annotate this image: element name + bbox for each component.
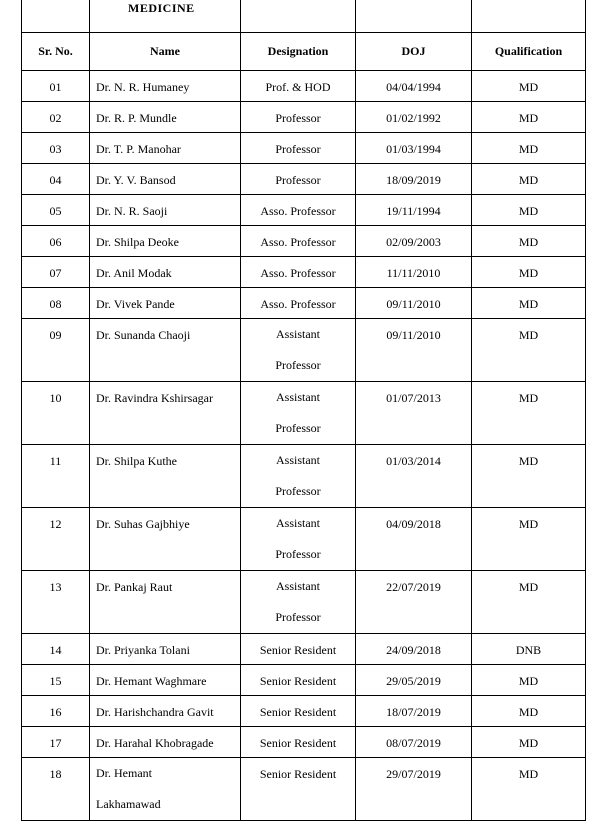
cell-sr-no xyxy=(22,727,90,758)
cell-qualification-text: MD xyxy=(518,705,539,719)
cell-sr-no xyxy=(22,164,90,195)
cell-doj-text: 01/07/2013 xyxy=(386,391,441,405)
cell-name-text: Dr. T. P. Manohar xyxy=(96,142,181,156)
cell-doj xyxy=(356,319,472,382)
table-row xyxy=(22,164,586,195)
cell-sr-no xyxy=(22,508,90,571)
cell-name xyxy=(90,71,241,102)
cell-sr-no xyxy=(22,257,90,288)
table-row xyxy=(22,665,586,696)
cell-designation-line1: Assistant xyxy=(275,327,320,341)
cell-designation-line2: Professor xyxy=(275,610,321,624)
cell-designation-line1: Assistant xyxy=(275,579,320,593)
cell-name xyxy=(90,133,241,164)
department-title: MEDICINE xyxy=(90,0,241,33)
cell-designation xyxy=(241,133,356,164)
cell-designation-line1: Assistant xyxy=(275,390,320,404)
cell-qualification-text: MD xyxy=(518,235,539,249)
cell-sr-no-text: 16 xyxy=(49,705,62,719)
cell-designation-line2: Professor xyxy=(275,358,321,372)
cell-doj xyxy=(356,226,472,257)
cell-name-text: Dr. Priyanka Tolani xyxy=(96,643,190,657)
cell-qualification-text: MD xyxy=(518,142,539,156)
cell-doj xyxy=(356,195,472,226)
cell-qualification-text: MD xyxy=(518,674,539,688)
cell-sr-no xyxy=(22,102,90,133)
cell-designation xyxy=(241,71,356,102)
table-row xyxy=(22,257,586,288)
cell-designation-line2: Professor xyxy=(275,484,321,498)
cell-name xyxy=(90,758,241,821)
cell-sr-no xyxy=(22,288,90,319)
cell-designation xyxy=(241,382,356,445)
cell-sr-no xyxy=(22,571,90,634)
cell-sr-no-text: 18 xyxy=(49,767,62,781)
cell-designation-text: Prof. & HOD xyxy=(265,80,331,94)
cell-sr-no xyxy=(22,133,90,164)
cell-qualification xyxy=(472,665,586,696)
table-row xyxy=(22,508,586,571)
cell-doj xyxy=(356,758,472,821)
cell-doj xyxy=(356,727,472,758)
cell-designation-text: Asso. Professor xyxy=(260,297,336,311)
header-qualification: Qualification xyxy=(472,33,586,71)
table-row xyxy=(22,634,586,665)
cell-qualification-text: MD xyxy=(518,767,539,781)
cell-doj-text: 01/03/1994 xyxy=(386,142,441,156)
cell-designation xyxy=(241,288,356,319)
cell-name-line2: Lakhamawad xyxy=(96,797,161,811)
cell-designation-text: Professor xyxy=(275,173,321,187)
cell-name xyxy=(90,382,241,445)
cell-qualification-text: MD xyxy=(518,111,539,125)
cell-doj-text: 08/07/2019 xyxy=(386,736,441,750)
cell-designation xyxy=(241,696,356,727)
cell-sr-no xyxy=(22,71,90,102)
faculty-table xyxy=(21,0,586,821)
cell-name-text: Dr. Ravindra Kshirsagar xyxy=(96,391,213,405)
table-row xyxy=(22,696,586,727)
cell-qualification-text: MD xyxy=(518,328,539,342)
cell-designation-line2: Professor xyxy=(275,547,321,561)
cell-sr-no-text: 12 xyxy=(49,517,62,531)
cell-sr-no xyxy=(22,195,90,226)
cell-sr-no-text: 07 xyxy=(49,266,62,280)
cell-qualification xyxy=(472,257,586,288)
cell-name xyxy=(90,508,241,571)
cell-sr-no-text: 08 xyxy=(49,297,62,311)
cell-sr-no-text: 03 xyxy=(49,142,62,156)
cell-name-text: Dr. Harishchandra Gavit xyxy=(96,705,214,719)
cell-designation xyxy=(241,445,356,508)
cell-doj xyxy=(356,508,472,571)
cell-designation xyxy=(241,571,356,634)
department-row xyxy=(22,0,586,33)
cell-qualification xyxy=(472,195,586,226)
cell-sr-no xyxy=(22,445,90,508)
cell-designation xyxy=(241,508,356,571)
cell-sr-no-text: 13 xyxy=(49,580,62,594)
cell-qualification-text: MD xyxy=(518,266,539,280)
cell-doj xyxy=(356,288,472,319)
cell-qualification xyxy=(472,319,586,382)
cell-name-text: Dr. N. R. Humaney xyxy=(96,80,190,94)
cell-doj-text: 29/07/2019 xyxy=(386,767,441,781)
cell-name-text: Dr. Sunanda Chaoji xyxy=(96,328,191,342)
table-row xyxy=(22,445,586,508)
cell-designation-line1: Assistant xyxy=(275,453,320,467)
cell-sr-no xyxy=(22,226,90,257)
cell-doj-text: 09/11/2010 xyxy=(386,328,441,342)
cell-qualification xyxy=(472,634,586,665)
cell-doj-text: 18/09/2019 xyxy=(386,173,441,187)
table-row xyxy=(22,71,586,102)
cell-qualification xyxy=(472,133,586,164)
table-row xyxy=(22,195,586,226)
cell-qualification xyxy=(472,727,586,758)
cell-designation-text: Professor xyxy=(275,111,321,125)
cell-doj xyxy=(356,571,472,634)
cell-designation xyxy=(241,758,356,821)
cell-name-text: Dr. R. P. Mundle xyxy=(96,111,177,125)
cell-sr-no xyxy=(22,758,90,821)
cell-designation xyxy=(241,319,356,382)
cell-name xyxy=(90,226,241,257)
cell-doj xyxy=(356,445,472,508)
cell-doj xyxy=(356,665,472,696)
cell-doj-text: 04/09/2018 xyxy=(386,517,441,531)
cell-sr-no-text: 10 xyxy=(49,391,62,405)
header-row xyxy=(22,33,586,71)
cell-designation xyxy=(241,226,356,257)
cell-designation-text: Asso. Professor xyxy=(260,204,336,218)
cell-sr-no-text: 09 xyxy=(49,328,62,342)
cell-designation xyxy=(241,195,356,226)
cell-doj xyxy=(356,257,472,288)
cell-name-text: Dr. Harahal Khobragade xyxy=(96,736,214,750)
cell-name-text: Dr. N. R. Saoji xyxy=(96,204,168,218)
dept-empty-cell xyxy=(241,0,356,33)
cell-designation xyxy=(241,665,356,696)
cell-qualification xyxy=(472,164,586,195)
cell-sr-no-text: 01 xyxy=(49,80,62,94)
table-row xyxy=(22,226,586,257)
cell-doj-text: 01/02/1992 xyxy=(386,111,441,125)
cell-doj xyxy=(356,382,472,445)
table-body xyxy=(22,71,586,821)
cell-doj-text: 22/07/2019 xyxy=(386,580,441,594)
cell-designation-text: Senior Resident xyxy=(259,736,337,750)
cell-doj-text: 24/09/2018 xyxy=(386,643,441,657)
table-row xyxy=(22,727,586,758)
header-designation: Designation xyxy=(241,33,356,71)
cell-name xyxy=(90,288,241,319)
cell-designation xyxy=(241,164,356,195)
cell-doj xyxy=(356,164,472,195)
cell-qualification-text: MD xyxy=(518,391,539,405)
cell-name xyxy=(90,571,241,634)
cell-designation-text: Senior Resident xyxy=(259,674,337,688)
cell-sr-no-text: 15 xyxy=(49,674,62,688)
table-row xyxy=(22,571,586,634)
dept-empty-cell xyxy=(22,0,90,33)
cell-qualification-text: MD xyxy=(518,736,539,750)
cell-designation xyxy=(241,634,356,665)
cell-name-text: Dr. Shilpa Kuthe xyxy=(96,454,177,468)
cell-name-text: Dr. Y. V. Bansod xyxy=(96,173,176,187)
cell-name-text: Dr. Pankaj Raut xyxy=(96,580,173,594)
cell-doj xyxy=(356,696,472,727)
cell-doj-text: 01/03/2014 xyxy=(386,454,441,468)
cell-sr-no-text: 05 xyxy=(49,204,62,218)
cell-designation-text: Professor xyxy=(275,142,321,156)
cell-qualification xyxy=(472,508,586,571)
cell-name xyxy=(90,665,241,696)
cell-designation-text: Senior Resident xyxy=(259,767,337,781)
cell-name-text: Dr. Hemant Waghmare xyxy=(96,674,207,688)
cell-designation xyxy=(241,102,356,133)
table-row xyxy=(22,102,586,133)
cell-qualification xyxy=(472,696,586,727)
cell-doj-text: 09/11/2010 xyxy=(386,297,441,311)
cell-name-text: Dr. Shilpa Deoke xyxy=(96,235,179,249)
cell-designation-line1: Assistant xyxy=(275,516,320,530)
cell-sr-no-text: 17 xyxy=(49,736,62,750)
cell-name xyxy=(90,102,241,133)
cell-doj-text: 11/11/2010 xyxy=(386,266,441,280)
cell-designation-text: Senior Resident xyxy=(259,705,337,719)
cell-sr-no-text: 04 xyxy=(49,173,62,187)
header-name: Name xyxy=(90,33,241,71)
cell-sr-no-text: 06 xyxy=(49,235,62,249)
cell-qualification xyxy=(472,102,586,133)
cell-sr-no xyxy=(22,696,90,727)
cell-qualification-text: MD xyxy=(518,517,539,531)
cell-qualification-text: MD xyxy=(518,173,539,187)
cell-qualification xyxy=(472,288,586,319)
cell-designation xyxy=(241,257,356,288)
cell-sr-no xyxy=(22,382,90,445)
cell-name xyxy=(90,445,241,508)
cell-qualification-text: DNB xyxy=(515,643,542,657)
cell-name-text: Dr. Suhas Gajbhiye xyxy=(96,517,190,531)
cell-name xyxy=(90,164,241,195)
cell-doj xyxy=(356,133,472,164)
cell-name-text: Dr. Vivek Pande xyxy=(96,297,175,311)
table-row xyxy=(22,133,586,164)
header-doj: DOJ xyxy=(356,33,472,71)
cell-designation xyxy=(241,727,356,758)
cell-sr-no xyxy=(22,634,90,665)
cell-designation-line2: Professor xyxy=(275,421,321,435)
cell-sr-no-text: 02 xyxy=(49,111,62,125)
cell-sr-no xyxy=(22,665,90,696)
cell-doj-text: 18/07/2019 xyxy=(386,705,441,719)
cell-name xyxy=(90,727,241,758)
cell-qualification-text: MD xyxy=(518,297,539,311)
cell-name xyxy=(90,319,241,382)
cell-doj xyxy=(356,102,472,133)
cell-doj-text: 02/09/2003 xyxy=(386,235,441,249)
cell-qualification xyxy=(472,758,586,821)
cell-name xyxy=(90,696,241,727)
cell-name xyxy=(90,634,241,665)
dept-empty-cell xyxy=(356,0,472,33)
cell-qualification xyxy=(472,226,586,257)
cell-qualification-text: MD xyxy=(518,80,539,94)
cell-name-line1: Dr. Hemant xyxy=(96,766,152,780)
cell-doj-text: 04/04/1994 xyxy=(386,80,441,94)
cell-doj xyxy=(356,71,472,102)
cell-qualification xyxy=(472,571,586,634)
table-row xyxy=(22,288,586,319)
cell-name xyxy=(90,195,241,226)
table-row xyxy=(22,758,586,821)
cell-sr-no xyxy=(22,319,90,382)
dept-empty-cell xyxy=(472,0,586,33)
cell-designation-text: Asso. Professor xyxy=(260,235,336,249)
cell-sr-no-text: 14 xyxy=(49,643,62,657)
cell-sr-no-text: 11 xyxy=(49,454,62,468)
table-row xyxy=(22,382,586,445)
cell-qualification-text: MD xyxy=(518,580,539,594)
cell-doj xyxy=(356,634,472,665)
header-sr-no: Sr. No. xyxy=(22,33,90,71)
cell-designation-text: Senior Resident xyxy=(259,643,337,657)
cell-designation-text: Asso. Professor xyxy=(260,266,336,280)
cell-qualification xyxy=(472,71,586,102)
cell-name xyxy=(90,257,241,288)
cell-name-text: Dr. Anil Modak xyxy=(96,266,172,280)
cell-doj-text: 29/05/2019 xyxy=(386,674,441,688)
cell-qualification xyxy=(472,382,586,445)
cell-doj-text: 19/11/1994 xyxy=(386,204,441,218)
table-row xyxy=(22,319,586,382)
cell-qualification-text: MD xyxy=(518,204,539,218)
cell-qualification-text: MD xyxy=(518,454,539,468)
cell-qualification xyxy=(472,445,586,508)
